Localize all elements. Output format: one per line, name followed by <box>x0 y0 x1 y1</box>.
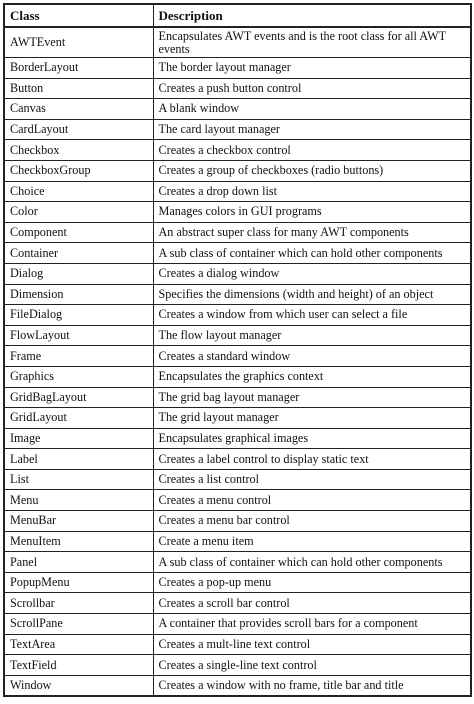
table-row <box>4 325 471 346</box>
description-cell: Creates a label control to display static text <box>153 449 471 470</box>
description-cell: The flow layout manager <box>153 325 471 346</box>
table-row <box>4 366 471 387</box>
class-cell: Canvas <box>4 99 153 120</box>
class-cell: FileDialog <box>4 305 153 326</box>
class-cell: Image <box>4 428 153 449</box>
description-cell: Manages colors in GUI programs <box>153 202 471 223</box>
table-row <box>4 408 471 429</box>
table-row <box>4 572 471 593</box>
class-cell: GridLayout <box>4 408 153 429</box>
description-cell: A container that provides scroll bars for a component <box>153 614 471 635</box>
table-row <box>4 202 471 223</box>
awt-classes-table <box>3 3 472 697</box>
class-cell: Container <box>4 243 153 264</box>
class-cell: GridBagLayout <box>4 387 153 408</box>
description-cell: Creates a menu bar control <box>153 511 471 532</box>
table-row <box>4 305 471 326</box>
description-cell: Encapsulates the graphics context <box>153 366 471 387</box>
class-cell: Frame <box>4 346 153 367</box>
class-cell: BorderLayout <box>4 58 153 79</box>
class-cell: Component <box>4 222 153 243</box>
class-cell: Window <box>4 675 153 696</box>
description-cell: The grid bag layout manager <box>153 387 471 408</box>
class-cell: PopupMenu <box>4 572 153 593</box>
table-row <box>4 243 471 264</box>
table-row <box>4 181 471 202</box>
description-cell: An abstract super class for many AWT components <box>153 222 471 243</box>
header-row <box>4 4 471 27</box>
table-row <box>4 160 471 181</box>
description-cell: The grid layout manager <box>153 408 471 429</box>
table-row <box>4 490 471 511</box>
table-row <box>4 58 471 79</box>
description-cell: Creates a single-line text control <box>153 655 471 676</box>
class-cell: ScrollPane <box>4 614 153 635</box>
table-row <box>4 469 471 490</box>
description-cell: Create a menu item <box>153 531 471 552</box>
description-cell: A blank window <box>153 99 471 120</box>
table-row <box>4 140 471 161</box>
table-row <box>4 27 471 58</box>
class-cell: MenuBar <box>4 511 153 532</box>
table-row <box>4 78 471 99</box>
table-row <box>4 387 471 408</box>
class-cell: Button <box>4 78 153 99</box>
table-row <box>4 552 471 573</box>
description-cell: Creates a scroll bar control <box>153 593 471 614</box>
description-cell: Encapsulates AWT events and is the root class for all AWT events <box>153 27 471 58</box>
table-row <box>4 222 471 243</box>
description-cell: A sub class of container which can hold other components <box>153 552 471 573</box>
class-cell: Checkbox <box>4 140 153 161</box>
class-cell: Label <box>4 449 153 470</box>
class-cell: MenuItem <box>4 531 153 552</box>
table-row <box>4 284 471 305</box>
class-cell: TextField <box>4 655 153 676</box>
class-cell: CardLayout <box>4 119 153 140</box>
table-row <box>4 263 471 284</box>
description-cell: Creates a drop down list <box>153 181 471 202</box>
class-cell: AWTEvent <box>4 27 153 58</box>
table-row <box>4 614 471 635</box>
description-cell: Creates a dialog window <box>153 263 471 284</box>
class-cell: CheckboxGroup <box>4 160 153 181</box>
table-row <box>4 634 471 655</box>
class-cell: Scrollbar <box>4 593 153 614</box>
description-cell: Specifies the dimensions (width and height) of an object <box>153 284 471 305</box>
description-cell: Creates a pop-up menu <box>153 572 471 593</box>
description-cell: Creates a mult-line text control <box>153 634 471 655</box>
description-cell: Creates a list control <box>153 469 471 490</box>
description-cell: Creates a checkbox control <box>153 140 471 161</box>
class-cell: Dimension <box>4 284 153 305</box>
description-cell: Creates a menu control <box>153 490 471 511</box>
class-cell: List <box>4 469 153 490</box>
table-row <box>4 99 471 120</box>
class-cell: Color <box>4 202 153 223</box>
class-cell: TextArea <box>4 634 153 655</box>
description-cell: Creates a group of checkboxes (radio buttons) <box>153 160 471 181</box>
class-cell: Graphics <box>4 366 153 387</box>
class-cell: Choice <box>4 181 153 202</box>
table-row <box>4 531 471 552</box>
description-cell: Creates a window from which user can select a file <box>153 305 471 326</box>
description-cell: Encapsulates graphical images <box>153 428 471 449</box>
column-header-description: Description <box>153 4 471 27</box>
description-cell: Creates a push button control <box>153 78 471 99</box>
table-row <box>4 449 471 470</box>
table-row <box>4 346 471 367</box>
class-cell: Panel <box>4 552 153 573</box>
class-cell: FlowLayout <box>4 325 153 346</box>
table-row <box>4 119 471 140</box>
table-row <box>4 655 471 676</box>
table-row <box>4 511 471 532</box>
description-cell: A sub class of container which can hold other components <box>153 243 471 264</box>
class-cell: Menu <box>4 490 153 511</box>
table-row <box>4 675 471 696</box>
class-cell: Dialog <box>4 263 153 284</box>
description-cell: The card layout manager <box>153 119 471 140</box>
table-row <box>4 428 471 449</box>
description-cell: The border layout manager <box>153 58 471 79</box>
column-header-class: Class <box>4 4 153 27</box>
description-cell: Creates a standard window <box>153 346 471 367</box>
table-row <box>4 593 471 614</box>
description-cell: Creates a window with no frame, title bar and title <box>153 675 471 696</box>
